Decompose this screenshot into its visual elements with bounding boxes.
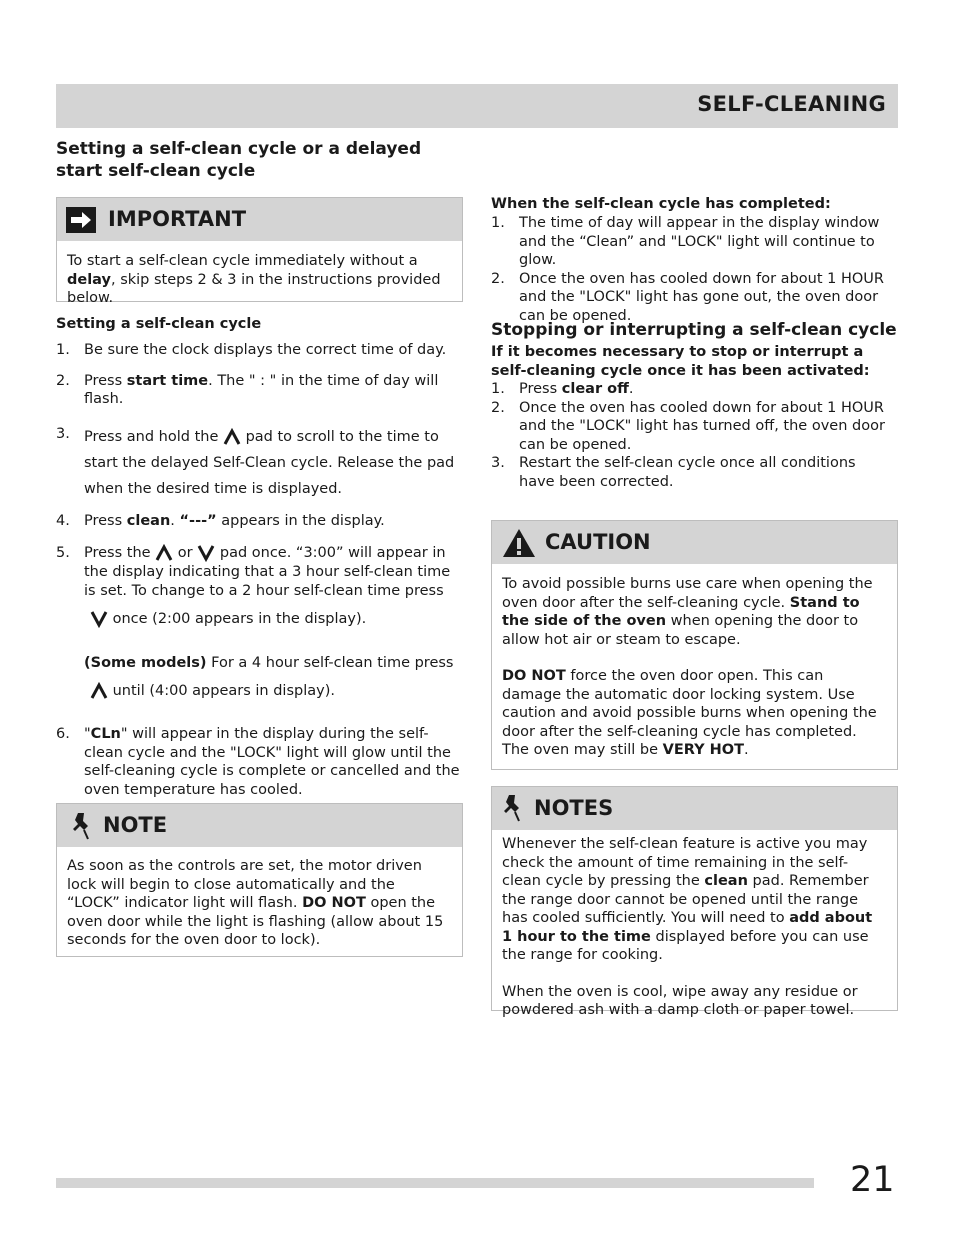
caution-paragraph-2: DO NOT force the oven door open. This can damage the automatic door locking system. Use caution and avoid possible burns when opening the door after the self-cleaning cycle has completed. The oven may still be VERY HOT. <box>502 668 877 758</box>
stopping-list <box>491 380 891 492</box>
note-box-header <box>57 804 462 847</box>
step-5-line-3: until (4:00 appears in display). <box>84 682 466 701</box>
completed-item-2: 2. Once the oven has cooled down for about 1 HOUR and the "LOCK" light has gone out, the oven door can be opened. <box>491 270 884 324</box>
down-arrow-icon <box>197 544 215 562</box>
note-text: As soon as the controls are set, the motor driven lock will begin to close automatically and the “LOCK” indicator light will flash. DO NOT open the oven door while the light is flashing (allow about 15 seconds for the oven door to lock). <box>67 858 444 948</box>
notes-label: NOTES <box>534 796 614 820</box>
page-subtitle: Setting a self-clean cycle or a delayed start self-clean cycle <box>56 139 422 181</box>
caution-box <box>491 520 898 770</box>
completed-item-1: 1. The time of day will appear in the display window and the “Clean” and "LOCK" light will continue to glow. <box>491 215 880 269</box>
setting-steps-list <box>56 341 466 799</box>
completed-list <box>491 214 891 326</box>
step-4: 4. Press clean. “---” appears in the display. <box>56 512 385 529</box>
notes-paragraph-2: When the oven is cool, wipe away any residue or powdered ash with a damp cloth or paper towel. <box>502 983 858 1018</box>
down-arrow-icon <box>90 610 108 628</box>
caution-box-header <box>492 521 897 564</box>
note-box <box>56 803 463 957</box>
step-1: 1. Be sure the clock displays the correct time of day. <box>56 342 447 358</box>
step-5-line-2: once (2:00 appears in the display). <box>84 610 466 629</box>
warning-icon <box>502 528 536 558</box>
footer-bar <box>56 1178 814 1188</box>
up-arrow-icon <box>155 544 173 562</box>
up-arrow-icon <box>90 682 108 700</box>
notes-paragraph-1: Whenever the self-clean feature is active you may check the amount of time remaining in the self-clean cycle by pressing the clean pad. Remember the range door cannot be opened until the range has cooled sufficiently. You will need to add about 1 hour to the time displayed before you can use the range for cooking. <box>502 836 873 963</box>
page-number: 21 <box>850 1160 895 1200</box>
setting-heading: Setting a self-clean cycle <box>56 316 262 332</box>
step-2: 2. Press start time. The " : " in the time of day will flash. <box>56 372 439 408</box>
stopping-heading: Stopping or interrupting a self-clean cycle <box>491 320 897 340</box>
notes-box-header <box>492 787 897 830</box>
pushpin-icon <box>71 811 95 841</box>
section-header-bar <box>56 84 898 128</box>
caution-text <box>492 564 897 760</box>
completed-heading: When the self-clean cycle has completed: <box>491 196 831 212</box>
notes-box <box>491 786 898 1018</box>
stopping-item-3: 3. Restart the self-clean cycle once all conditions have been corrected. <box>491 455 856 490</box>
stopping-item-1: 1. Press clear off. <box>491 381 634 397</box>
stopping-item-2: 2. Once the oven has cooled down for about 1 HOUR and the "LOCK" light has turned off, the oven door can be opened. <box>491 399 885 453</box>
step-3: 3. Press and hold the pad to scroll to the time to start the delayed Self-Clean cycle. Release the pad when the desired time is displayed. <box>56 425 455 497</box>
step-5-models: (Some models) For a 4 hour self-clean time press <box>84 654 454 671</box>
notes-text <box>492 830 897 1020</box>
up-arrow-icon <box>223 428 241 446</box>
note-label: NOTE <box>103 813 168 837</box>
important-text: To start a self-clean cycle immediately without a delay, skip steps 2 & 3 in the instructions provided below. <box>67 253 441 306</box>
section-title: SELF-CLEANING <box>697 92 886 116</box>
important-label: IMPORTANT <box>108 207 247 231</box>
caution-label: CAUTION <box>545 530 651 554</box>
caution-paragraph-1: To avoid possible burns use care when opening the oven door after the self-cleaning cycle. Stand to the side of the oven when opening the door to allow hot air or steam to escape. <box>502 576 873 648</box>
important-box <box>56 197 463 306</box>
important-box-header <box>57 198 462 241</box>
arrow-right-icon <box>66 207 96 233</box>
step-5: 5. Press the or pad once. “3:00” will appear in the display indicating that a 3 hour self-clean time is set. To change to a 2 hour self-clean time press once (2:00 appears in the display). (Some models) For a 4 hour self-clean time press until (4:00 appears in display). <box>56 544 466 701</box>
stopping-intro: If it becomes necessary to stop or interrupt a self-cleaning cycle once it has been activated: <box>491 344 870 379</box>
step-6: 6. "CLn" will appear in the display during the self-clean cycle and the "LOCK" light will glow until the self-cleaning cycle is complete or cancelled and the oven temperature has cooled. <box>56 725 460 798</box>
pushpin-icon <box>502 793 526 823</box>
